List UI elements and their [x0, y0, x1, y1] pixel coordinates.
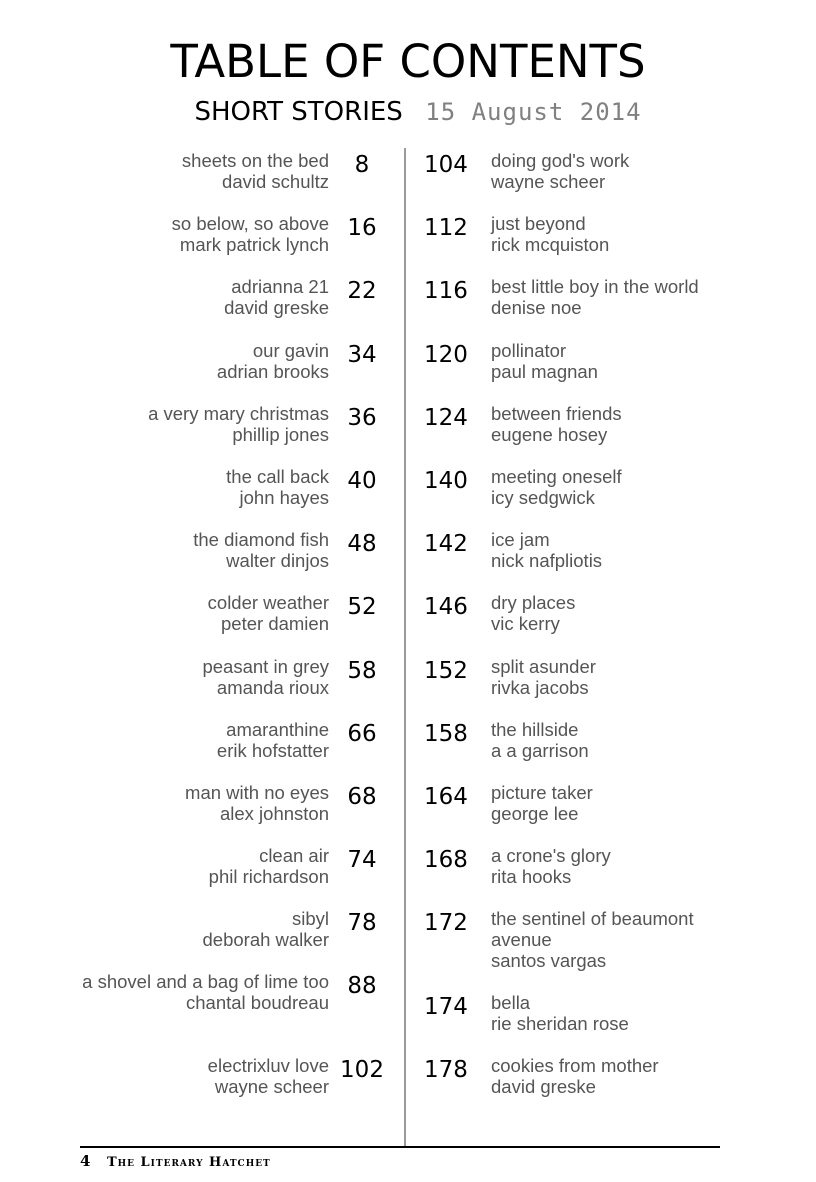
entry-text — [80, 213, 329, 276]
page-number-ref: 40 — [347, 467, 377, 494]
page-number-ref: 22 — [347, 278, 377, 305]
page-number-ref: 168 — [424, 847, 468, 874]
story-title: so below, so above — [171, 213, 329, 235]
story-title: sibyl — [291, 908, 329, 930]
author-name: john hayes — [239, 486, 329, 508]
toc-entry — [80, 656, 395, 719]
author-name: rick mcquiston — [491, 234, 610, 256]
story-title: best little boy in the world — [491, 276, 699, 298]
page-number-ref: 104 — [424, 152, 468, 178]
toc-entry — [418, 992, 738, 1055]
entry-text — [80, 403, 329, 466]
page-number-ref: 164 — [424, 783, 468, 810]
story-title: between friends — [491, 402, 622, 424]
toc-entry — [80, 845, 395, 908]
entry-text — [80, 656, 329, 719]
toc-entry — [80, 529, 395, 592]
author-name: eugene hosey — [491, 423, 608, 445]
subtitle — [0, 96, 816, 132]
author-name: alex johnston — [219, 802, 329, 824]
entry-text — [491, 592, 738, 655]
author-name: santos vargas — [491, 950, 607, 972]
author-name: deborah walker — [202, 929, 329, 951]
story-title: meeting oneself — [491, 465, 622, 487]
page-number-ref: 74 — [347, 847, 377, 874]
story-title: just beyond — [491, 213, 586, 235]
entry-text — [491, 150, 738, 213]
entry-text — [491, 782, 738, 845]
toc-entry — [80, 592, 395, 655]
story-title: ice jam — [491, 529, 550, 551]
author-name: amanda rioux — [216, 676, 329, 698]
author-name: adrian brooks — [216, 360, 329, 382]
author-name: phil richardson — [208, 866, 329, 888]
toc-entry — [418, 908, 738, 992]
entry-text — [80, 592, 329, 655]
entry-text — [80, 340, 329, 403]
page-number-ref: 48 — [347, 531, 377, 558]
story-title: the call back — [226, 465, 329, 487]
entry-text — [80, 1055, 329, 1118]
entry-text — [80, 719, 329, 782]
entry-text — [491, 340, 738, 403]
author-name: nick nafpliotis — [491, 550, 603, 572]
page-number-ref: 88 — [347, 973, 377, 1000]
toc-entry — [80, 340, 395, 403]
toc-entry — [418, 656, 738, 719]
toc-entry — [80, 1055, 395, 1118]
toc-entry — [80, 403, 395, 466]
author-name: peter damien — [221, 613, 329, 635]
page-number-ref: 120 — [424, 341, 468, 368]
toc-entry — [418, 213, 738, 276]
author-name: rivka jacobs — [491, 676, 589, 698]
toc-entry — [418, 1055, 738, 1118]
entry-text — [491, 992, 738, 1055]
toc-entry — [80, 466, 395, 529]
entry-text — [491, 656, 738, 719]
entry-text — [80, 908, 329, 971]
author-name: phillip jones — [232, 423, 329, 445]
entry-text — [80, 466, 329, 529]
page-number: 4 — [80, 1152, 92, 1170]
page-title: TABLE OF CONTENTS — [170, 35, 646, 88]
issue-date: 15 August 2014 — [425, 98, 642, 126]
story-title: dry places — [491, 592, 576, 614]
story-title: our gavin — [252, 339, 329, 361]
author-name: david greske — [491, 1076, 596, 1098]
author-name: wayne scheer — [214, 1076, 329, 1098]
page-number-ref: 116 — [424, 278, 468, 305]
story-title: clean air — [259, 845, 329, 867]
toc-entry — [80, 971, 395, 1055]
story-title: a shovel and a bag of lime too — [82, 971, 329, 993]
footer-rule — [80, 1146, 720, 1148]
story-title: man with no eyes — [185, 781, 329, 803]
page-number-ref: 178 — [424, 1057, 468, 1084]
author-name: david greske — [224, 297, 329, 319]
entry-text — [80, 782, 329, 845]
toc-entry — [418, 466, 738, 529]
story-title: the hillside — [491, 718, 579, 740]
page-number-ref: 34 — [347, 341, 377, 368]
author-name: icy sedgwick — [491, 486, 595, 508]
story-title: the sentinel of beaumont avenue — [491, 908, 694, 951]
author-name: denise noe — [491, 297, 582, 319]
story-title: a crone's glory — [491, 845, 611, 867]
page-number-ref: 68 — [347, 783, 377, 810]
toc-entry — [80, 908, 395, 971]
story-title: doing god's work — [491, 150, 630, 171]
toc-entry — [418, 403, 738, 466]
toc-entry — [418, 592, 738, 655]
entry-text — [80, 529, 329, 592]
entry-text — [80, 150, 329, 213]
author-name: rita hooks — [491, 866, 572, 888]
toc-entry — [418, 276, 738, 339]
footer — [80, 1152, 271, 1170]
entry-text — [80, 845, 329, 908]
author-name: wayne scheer — [491, 171, 606, 192]
story-title: sheets on the bed — [181, 150, 329, 171]
author-name: george lee — [491, 802, 579, 824]
toc-entry — [418, 845, 738, 908]
page-number-ref: 8 — [354, 152, 370, 178]
story-title: the diamond fish — [193, 529, 329, 551]
page-number-ref: 52 — [347, 594, 377, 621]
author-name: paul magnan — [491, 360, 598, 382]
page-number-ref: 66 — [347, 720, 377, 747]
page-number-ref: 58 — [347, 657, 377, 684]
left-column — [80, 150, 395, 1119]
page-number-ref: 142 — [424, 531, 468, 558]
entry-text — [491, 719, 738, 782]
entry-text — [491, 466, 738, 529]
toc-entry — [418, 782, 738, 845]
entry-text — [491, 908, 738, 992]
toc-entry — [80, 150, 395, 213]
story-title: amaranthine — [226, 718, 329, 740]
author-name: mark patrick lynch — [179, 234, 329, 256]
story-title: adrianna 21 — [231, 276, 329, 298]
author-name: erik hofstatter — [216, 739, 329, 761]
author-name: a a garrison — [491, 739, 589, 761]
page-number-ref: 16 — [347, 215, 377, 242]
page-number-ref: 172 — [424, 910, 468, 937]
entry-text — [491, 845, 738, 908]
author-name: chantal boudreau — [186, 992, 329, 1014]
story-title: a very mary christmas — [148, 402, 329, 424]
page-number-ref: 152 — [424, 657, 468, 684]
story-title: colder weather — [207, 592, 329, 614]
story-title: electrixluv love — [207, 1055, 329, 1077]
author-name: walter dinjos — [226, 550, 329, 572]
story-title: peasant in grey — [202, 655, 329, 677]
right-column — [418, 150, 738, 1119]
toc-entry — [418, 150, 738, 213]
column-divider — [404, 148, 406, 1146]
author-name: vic kerry — [491, 613, 560, 635]
story-title: bella — [491, 992, 531, 1014]
author-name: david schultz — [222, 171, 329, 192]
toc-entry — [80, 276, 395, 339]
entry-text — [491, 276, 738, 339]
toc-entry — [418, 340, 738, 403]
page-number-ref: 112 — [424, 215, 468, 242]
story-title: split asunder — [491, 655, 596, 677]
section-label: SHORT STORIES — [194, 97, 403, 127]
entry-text — [80, 276, 329, 339]
page-number-ref: 78 — [347, 910, 377, 937]
page-number-ref: 146 — [424, 594, 468, 621]
toc-entry — [418, 529, 738, 592]
toc-entry — [80, 719, 395, 782]
story-title: pollinator — [491, 339, 567, 361]
entry-text — [80, 971, 329, 1055]
author-name: rie sheridan rose — [491, 1013, 629, 1035]
story-title: cookies from mother — [491, 1055, 659, 1077]
toc-entry — [418, 719, 738, 782]
page-number-ref: 174 — [424, 994, 468, 1021]
page-number-ref: 36 — [347, 404, 377, 431]
page-number-ref: 140 — [424, 467, 468, 494]
entry-text — [491, 403, 738, 466]
entry-text — [491, 1055, 738, 1118]
toc-entry — [80, 213, 395, 276]
page-number-ref: 158 — [424, 720, 468, 747]
toc-entry — [80, 782, 395, 845]
story-title: picture taker — [491, 781, 593, 803]
entry-text — [491, 529, 738, 592]
page-number-ref: 124 — [424, 404, 468, 431]
page-number-ref: 102 — [340, 1057, 384, 1084]
publication-name: The Literary Hatchet — [106, 1155, 271, 1170]
entry-text — [491, 213, 738, 276]
